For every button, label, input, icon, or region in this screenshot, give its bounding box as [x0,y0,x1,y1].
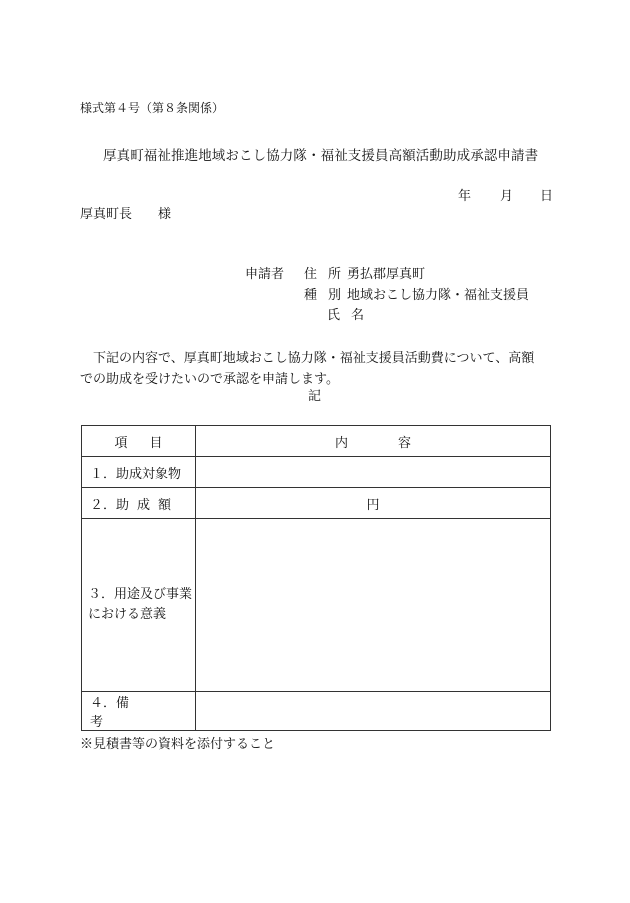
table-row [82,488,551,519]
body-line-2: での助成を受けたいので承認を申請します。 [80,372,339,387]
header-content: 内容 [196,426,551,457]
table-row [82,519,551,692]
address-value: 勇払郡厚真町 [347,267,426,282]
type-value: 地域おこし協力隊・福祉支援員 [347,288,530,303]
row-number: ２． [90,497,117,513]
name-label: 氏名 [327,308,376,323]
addressee-name: 厚真町長 [80,207,133,222]
row-label-subject: １．助成対象物 [82,457,196,488]
date-year: 年 [458,189,472,204]
row-number: ４． [90,696,117,711]
row-label-text: 助成額 [116,497,180,513]
application-items-table [81,425,551,731]
row-label-line-2: における意義 [88,607,167,622]
body-paragraph [80,348,550,390]
addressee-honorific: 様 [158,207,172,222]
table-header-row [82,426,551,457]
date-month: 月 [500,189,514,204]
type-label: 種別 [304,288,353,303]
table-row [82,692,551,731]
row-label-line-1: ３．用途及び事業 [88,587,193,602]
date-day: 日 [540,189,554,204]
row-value-amount[interactable]: 円 [196,488,551,519]
row-label-amount [82,488,196,519]
row-label-remarks [82,692,196,731]
row-value-purpose[interactable] [196,519,551,692]
address-label: 住所 [304,267,353,282]
row-label-text: 備考 [90,696,180,730]
document-title: 厚真町福祉推進地域おこし協力隊・福祉支援員高額活動助成承認申請書 [103,148,539,164]
row-value-remarks[interactable] [196,692,551,731]
ki-label: 記 [308,389,322,404]
body-line-1: 下記の内容で、厚真町地域おこし協力隊・福祉支援員活動費について、高額 [93,351,535,366]
attachment-note: ※見積書等の資料を添付すること [80,737,276,752]
row-label-purpose [82,519,196,692]
applicant-label: 申請者 [245,267,285,282]
row-value-subject[interactable] [196,457,551,488]
table-row [82,457,551,488]
form-number: 様式第４号（第８条関係） [80,101,225,115]
header-item: 項目 [82,426,196,457]
